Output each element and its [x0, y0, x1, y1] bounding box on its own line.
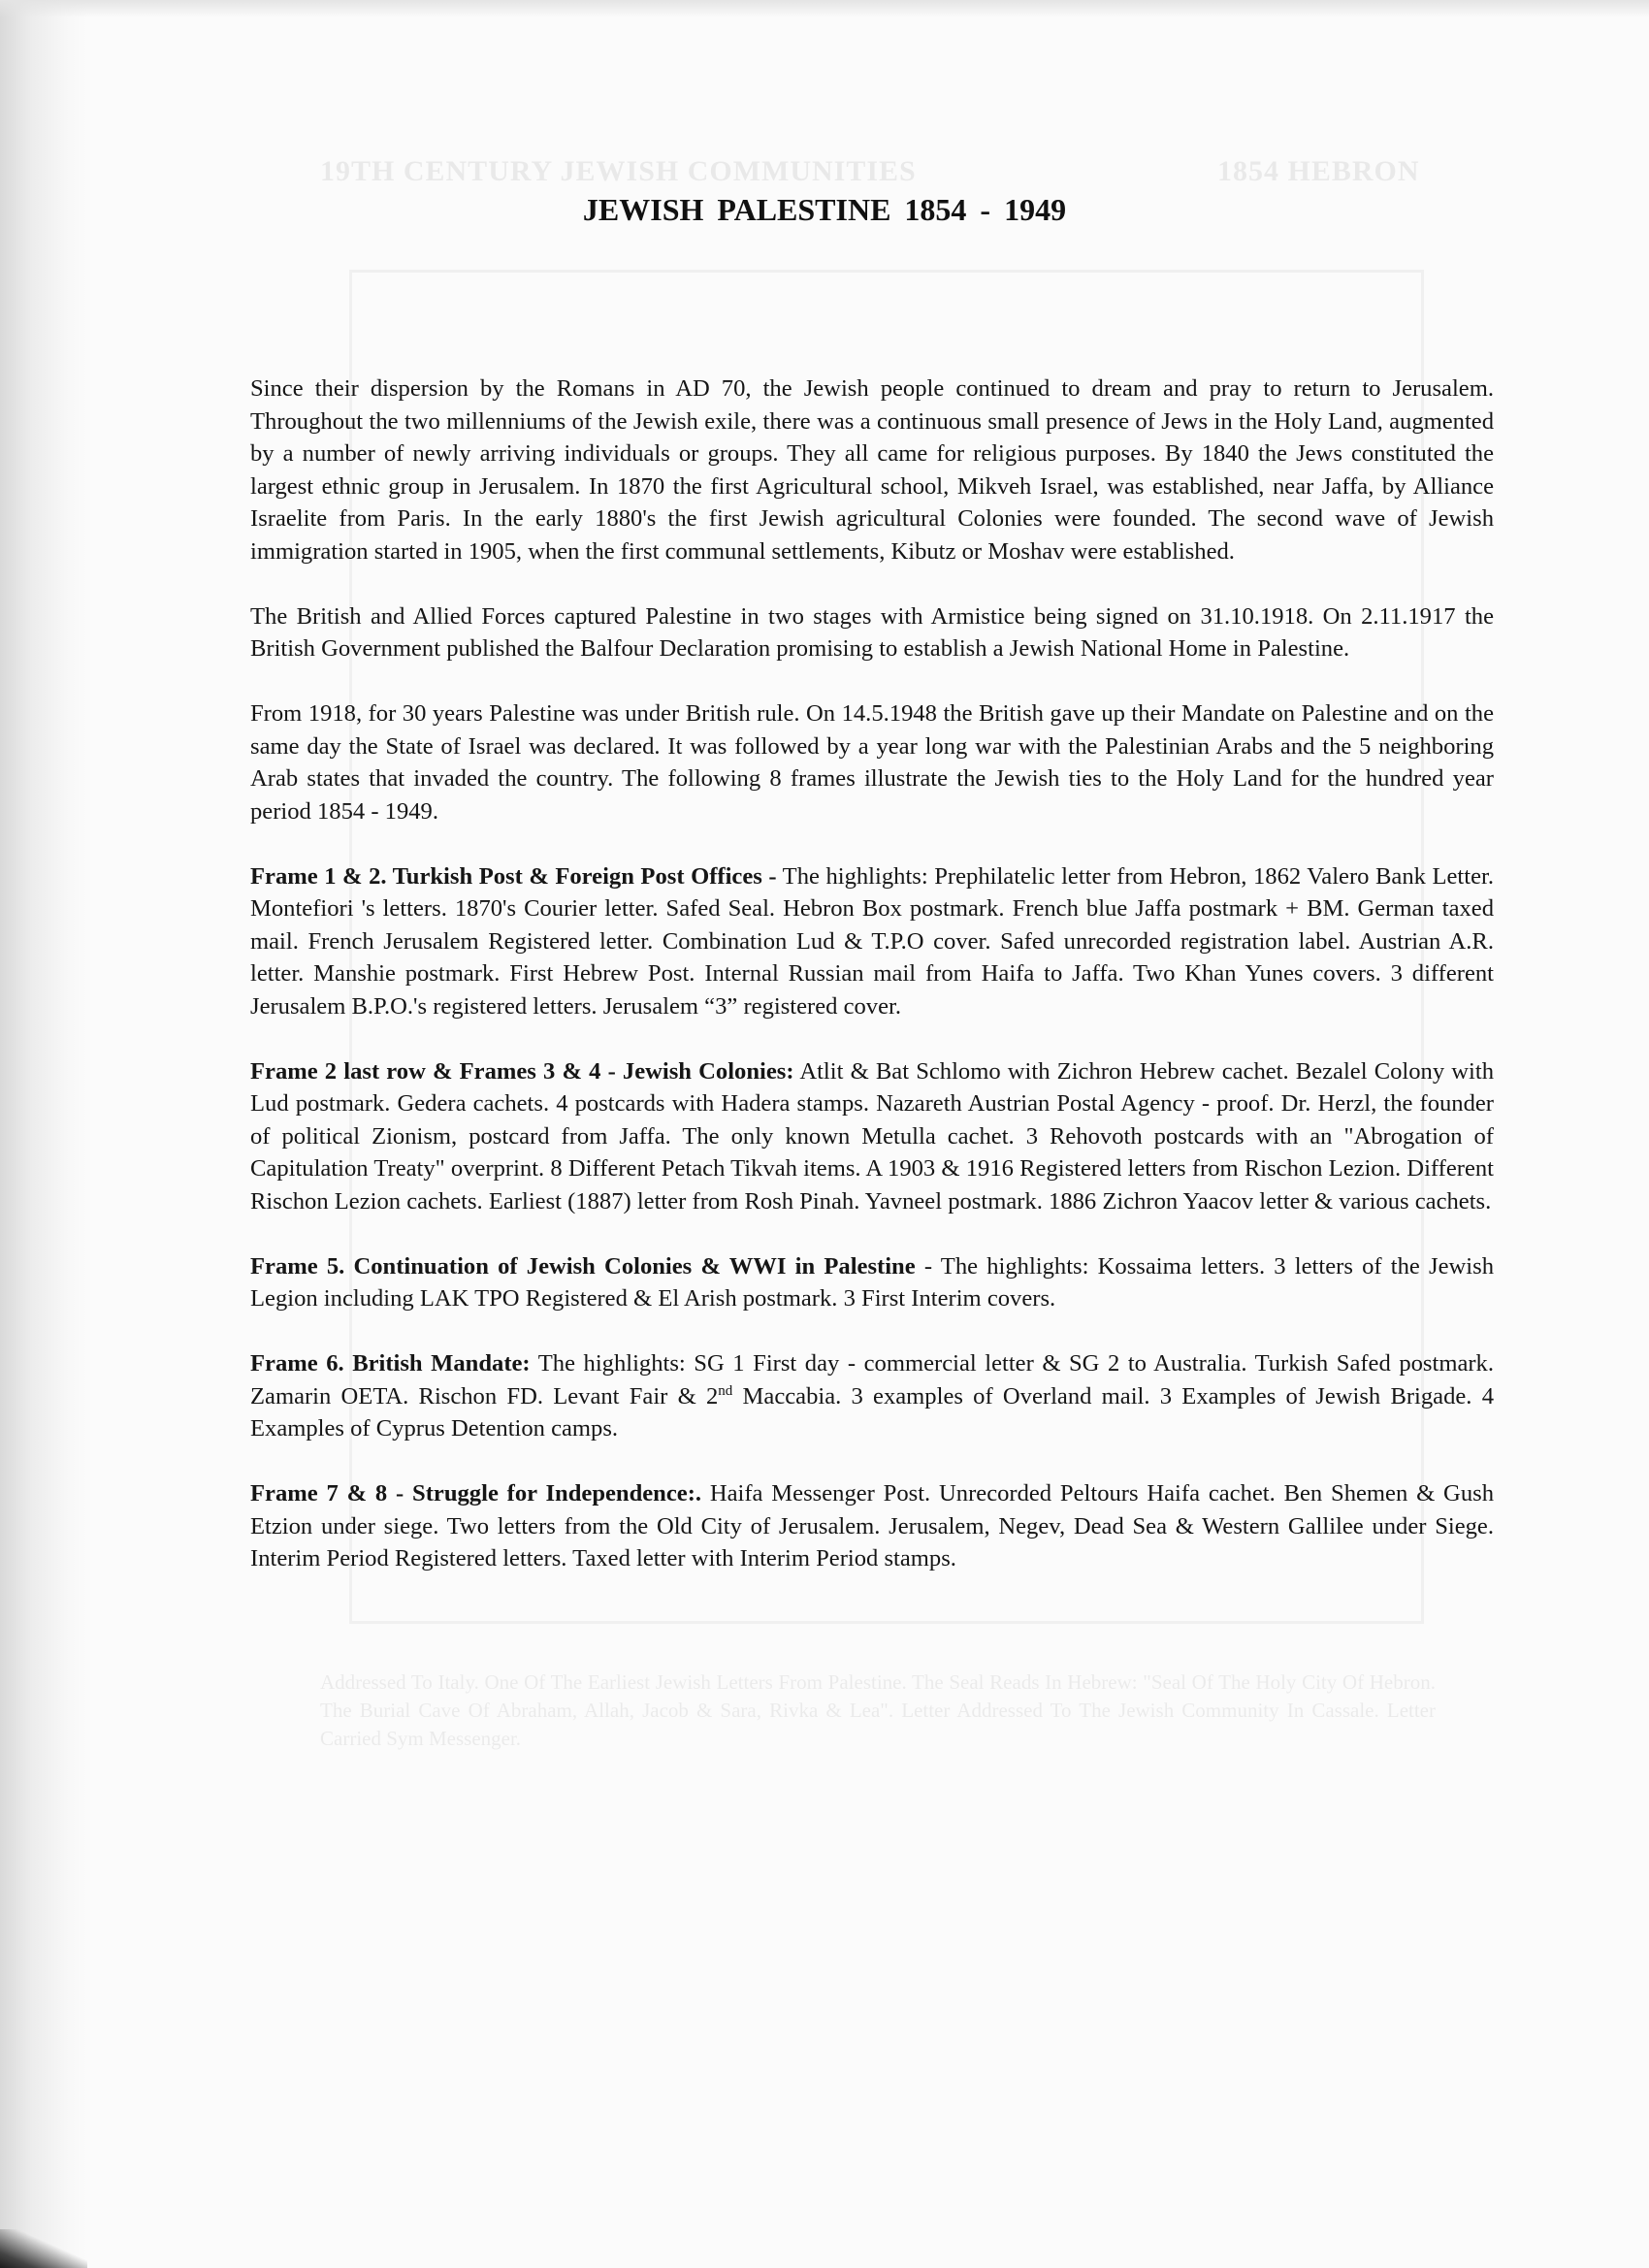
- paragraph-text: Atlit & Bat Schlomo with Zichron Hebrew cachet. Bezalel Colony with Lud postmark. Gedera cachets. 4 postcards with Hadera stamps. Nazareth Austrian Postal Agency - proof. Dr. Herzl, the founder of political Zionism, postcard from Jaffa. The only known Metulla cachet. 3 Rehovoth postcards with an "Abrogation of Capitulation Treaty" overprint. 8 Different Petach Tikvah items. A 1903 & 1916 Registered letters from Rischon Lezion. Different Rischon Lezion cachets. Earliest (1887) letter from Rosh Pinah. Yavneel postmark. 1886 Zichron Yaacov letter & various cachets.: [250, 1057, 1495, 1215]
- paragraph-british-forces: [250, 600, 1494, 665]
- paragraph-heading: Frame 1 & 2. Turkish Post & Foreign Post Offices -: [250, 862, 777, 890]
- paragraph-frame-6: [250, 1347, 1494, 1445]
- paragraph-frame-7-8: [250, 1477, 1494, 1575]
- ordinal-suffix: nd: [718, 1382, 733, 1399]
- paragraph-text: From 1918, for 30 years Palestine was under British rule. On 14.5.1948 the British gave up their Mandate on Palestine and on the same day the State of Israel was declared. It was followed by a year long war with the Palestinian Arabs and the 5 neighboring Arab states that invaded the country. The following 8 frames illustrate the Jewish ties to the Holy Land for the hundred year period 1854 - 1949.: [250, 700, 1494, 825]
- scanner-shadow: [0, 0, 87, 2268]
- bleed-through-header-right: 1854 HEBRON: [1217, 155, 1420, 187]
- paragraph-mandate: [250, 697, 1494, 827]
- paragraph-text: The highlights: Prephilatelic letter from Hebron, 1862 Valero Bank Letter. Montefiori 's letters. 1870's Courier letter. Safed Seal. Hebron Box postmark. French blue Jaffa postmark + BM. German taxed mail. French Jerusalem Registered letter. Combination Lud & T.P.O cover. Safed unrecorded registration label. Austrian A.R. letter. Manshie postmark. First Hebrew Post. Internal Russian mail from Haifa to Jaffa. Two Khan Yunes covers. 3 different Jerusalem B.P.O.'s registered letters. Jerusalem “3” registered cover.: [250, 862, 1494, 1020]
- paragraph-heading: Frame 5. Continuation of Jewish Colonies & WWI in Palestine: [250, 1252, 916, 1280]
- paragraph-text: The highlights: SG 1 First day - commercial letter & SG 2 to Australia. Turkish Safed postmark. Zamarin OETA. Rischon FD. Levant Fair & 2: [250, 1350, 1494, 1409]
- paragraph-heading: Frame 7 & 8 - Struggle for Independence:.: [250, 1480, 702, 1507]
- document-body: [250, 373, 1494, 1607]
- paragraph-text: - The highlights: Kossaima letters. 3 letters of the Jewish Legion including LAK TPO Registered & El Arish postmark. 3 First Interim covers.: [250, 1252, 1494, 1312]
- paragraph-text: Since their dispersion by the Romans in AD 70, the Jewish people continued to dream and pray to return to Jerusalem. Throughout the two millenniums of the Jewish exile, there was a continuous small presence of Jews in the Holy Land, augmented by a number of newly arriving individuals or groups. They all came for religious purposes. By 1840 the Jews constituted the largest ethnic group in Jerusalem. In 1870 the first Agricultural school, Mikveh Israel, was established, near Jaffa, by Alliance Israelite from Paris. In the early 1880's the first Jewish agricultural Colonies were founded. The second wave of Jewish immigration started in 1905, when the first communal settlements, Kibutz or Moshav were established.: [250, 375, 1494, 565]
- paragraph-heading: Frame 6. British Mandate:: [250, 1350, 531, 1377]
- bleed-through-header-left: 19TH CENTURY JEWISH COMMUNITIES: [320, 155, 917, 187]
- paragraph-frame-3-4: [250, 1055, 1494, 1218]
- paragraph-frame-1-2: [250, 860, 1494, 1023]
- bleed-through-text: Addressed To Italy. One Of The Earliest Jewish Letters From Palestine. The Seal Reads In Hebrew: "Seal Of The Holy City Of Hebron. The Burial Cave Of Abraham, Allah, Jacob & Sara, Rivka & Lea". Letter Addressed To The Jewish Community In Cassale. Letter Carried Sym Messenger.: [320, 1670, 1436, 1750]
- paragraph-text: Maccabia. 3 examples of Overland mail. 3 Examples of Jewish Brigade. 4 Examples of Cyprus Detention camps.: [250, 1382, 1494, 1442]
- paragraph-text: The British and Allied Forces captured Palestine in two stages with Armistice being signed on 31.10.1918. On 2.11.1917 the British Government published the Balfour Declaration promising to establish a Jewish National Home in Palestine.: [250, 602, 1494, 662]
- paragraph-text: Haifa Messenger Post. Unrecorded Peltours Haifa cachet. Ben Shemen & Gush Etzion under siege. Two letters from the Old City of Jerusalem. Jerusalem, Negev, Dead Sea & Western Gallilee under Siege. Interim Period Registered letters. Taxed letter with Interim Period stamps.: [250, 1480, 1494, 1571]
- paragraph-heading: Frame 2 last row & Frames 3 & 4 - Jewish Colonies:: [250, 1057, 794, 1085]
- page-title: JEWISH PALESTINE 1854 - 1949: [582, 192, 1067, 227]
- scanner-top-shadow: [0, 0, 1649, 17]
- paragraph-frame-5: [250, 1250, 1494, 1315]
- paragraph-intro: [250, 373, 1494, 567]
- page-corner-shadow: [0, 2229, 87, 2268]
